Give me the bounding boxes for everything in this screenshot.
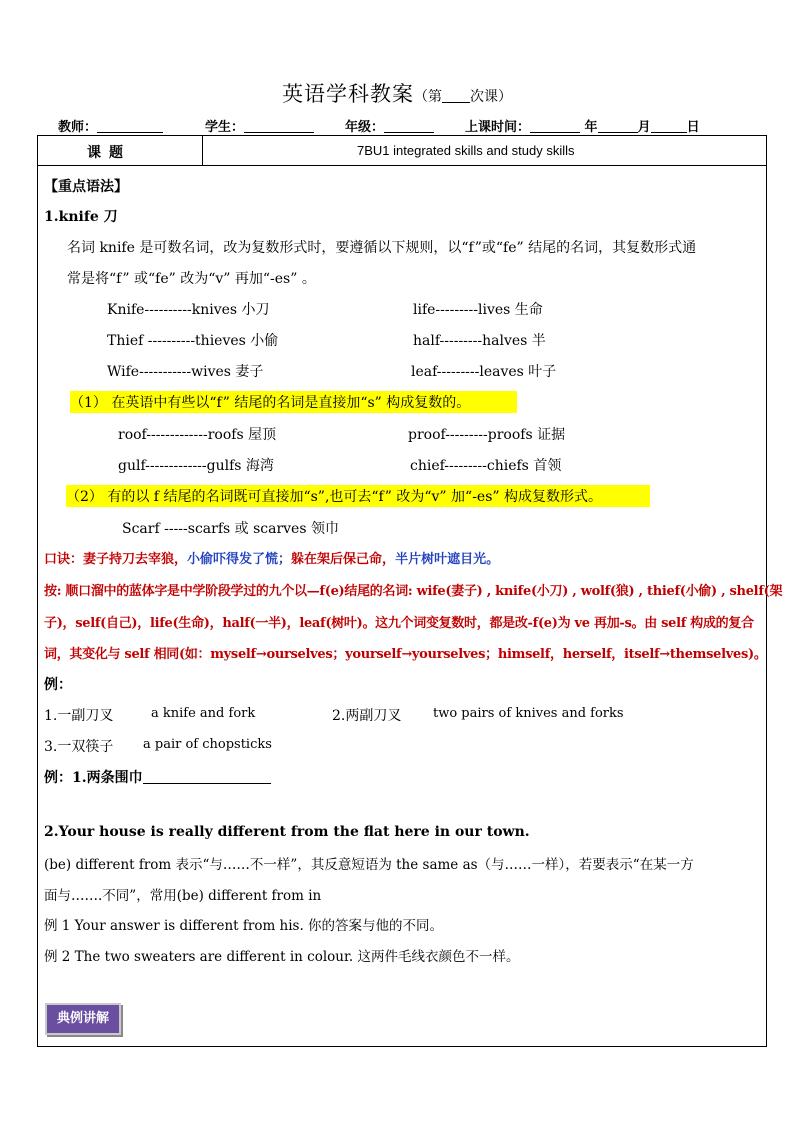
example-1-cn: 1.一副刀叉 [44, 708, 114, 724]
year-blank [530, 119, 580, 133]
grade-label: 年级： [345, 120, 385, 135]
lesson-number-blank [442, 88, 470, 103]
table-header-divider [37, 165, 767, 166]
student-field [205, 116, 314, 135]
topic-label: 课题 [87, 145, 131, 161]
title-sub-close: 次课） [470, 89, 512, 105]
month-blank [598, 119, 638, 133]
table-column-divider [202, 135, 203, 165]
word-pair: chief---------chiefs 首领 [410, 458, 562, 474]
example-label: 例： [44, 677, 72, 693]
topic-value: 7BU1 integrated skills and study skills [357, 143, 575, 158]
word-pair: Wife-----------wives 妻子 [107, 364, 264, 380]
point2-desc-line2: 面与…….不同”，常用(be) different from in [44, 888, 322, 904]
year-label: 年 [584, 120, 598, 135]
teacher-field [58, 116, 163, 135]
class-time-label: 上课时间： [465, 120, 531, 135]
section-heading: 【重点语法】 [44, 179, 128, 195]
point2-example-2: 例 2 The two sweaters are different in colour. 这两件毛线衣颜色不一样。 [44, 949, 520, 965]
exercise-blank [143, 769, 271, 784]
point1-desc-line2: 常是将“f” 或“fe” 改为“v” 再加“-es” 。 [67, 271, 316, 287]
point2-example-1: 例 1 Your answer is different from his. 你的答案与他的不同。 [44, 918, 444, 934]
word-pair: proof---------proofs 证据 [408, 427, 566, 443]
word-pair: half---------halves 半 [413, 333, 546, 349]
word-pair: Knife----------knives 小刀 [107, 302, 270, 318]
rule2-highlight: （2） 有的以 f 结尾的名词既可直接加“s”,也可去“f” 改为“v” 加“-es” 构成复数形式。 [66, 485, 650, 507]
note-line2: 子)，self(自己)，life(生命)，half(一半)，leaf(树叶)。这九个词变复数时，都是改-f(e)为 ve 再加-s。由 self 构成的复合 [44, 616, 754, 631]
title-main: 英语学科教案 [282, 82, 414, 106]
title-sub-open: （第 [414, 89, 442, 105]
mnemonic [44, 548, 499, 567]
student-blank [244, 119, 314, 133]
note-line1: 按: 顺口溜中的蓝体字是中学阶段学过的九个以—f(e)结尾的名词: wife(妻子) , knife(小刀) , wolf(狼) , thief(小偷) , shelf(架 [44, 584, 783, 599]
teacher-label: 教师： [58, 120, 98, 135]
mnemonic-part: 小偷吓得发了慌； [187, 552, 292, 567]
typical-example-button[interactable]: 典例讲解 [45, 1003, 121, 1035]
note-line3: 词，其变化与 self 相同(如：myself→ourselves；yourself→yourselves；himself，herself，itself→themselves)。 [44, 647, 767, 662]
word-pair: roof-------------roofs 屋顶 [118, 427, 277, 443]
point2-title: 2.Your house is really different from the flat here in our town. [44, 824, 530, 840]
word-pair: gulf-------------gulfs 海湾 [118, 458, 274, 474]
student-label: 学生： [205, 120, 245, 135]
teacher-blank [97, 119, 163, 133]
exercise [44, 767, 271, 787]
point1-desc-line1: 名词 knife 是可数名词，改为复数形式时，要遵循以下规则，以“f”或“fe” 结尾的名词，其复数形式通 [67, 240, 697, 256]
example-2-cn: 2.两副刀叉 [332, 708, 402, 724]
scarf-line: Scarf -----scarfs 或 scarves 领巾 [122, 521, 339, 537]
word-pair: Thief ----------thieves 小偷 [107, 333, 279, 349]
grade-blank [384, 119, 434, 133]
example-3-cn: 3.一双筷子 [44, 739, 114, 755]
example-1-en: a knife and fork [151, 706, 256, 721]
mnemonic-part: 躲在架后保己命， [291, 552, 396, 567]
mnemonic-part: 半片树叶遮目光。 [395, 552, 500, 567]
mnemonic-part: 妻子持刀去宰狼， [83, 552, 188, 567]
word-pair: life---------lives 生命 [413, 302, 543, 318]
example-2-en: two pairs of knives and forks [433, 706, 624, 721]
class-time-field [465, 116, 700, 135]
exercise-text: 例：1.两条围巾 [44, 770, 143, 786]
point1-title: 1.knife 刀 [44, 209, 118, 225]
example-3-en: a pair of chopsticks [143, 737, 272, 752]
grade-field [345, 116, 434, 135]
page-title [0, 78, 794, 108]
day-label: 日 [686, 120, 700, 135]
rule1-highlight: （1） 在英语中有些以“f” 结尾的名词是直接加“s” 构成复数的。 [70, 391, 517, 413]
day-blank [651, 119, 687, 133]
month-label: 月 [637, 120, 651, 135]
word-pair: leaf---------leaves 叶子 [411, 364, 557, 380]
point2-desc-line1: (be) different from 表示“与……不一样”，其反意短语为 the same as（与……一样），若要表示“在某一方 [44, 857, 694, 873]
mnemonic-label: 口诀： [44, 552, 84, 567]
